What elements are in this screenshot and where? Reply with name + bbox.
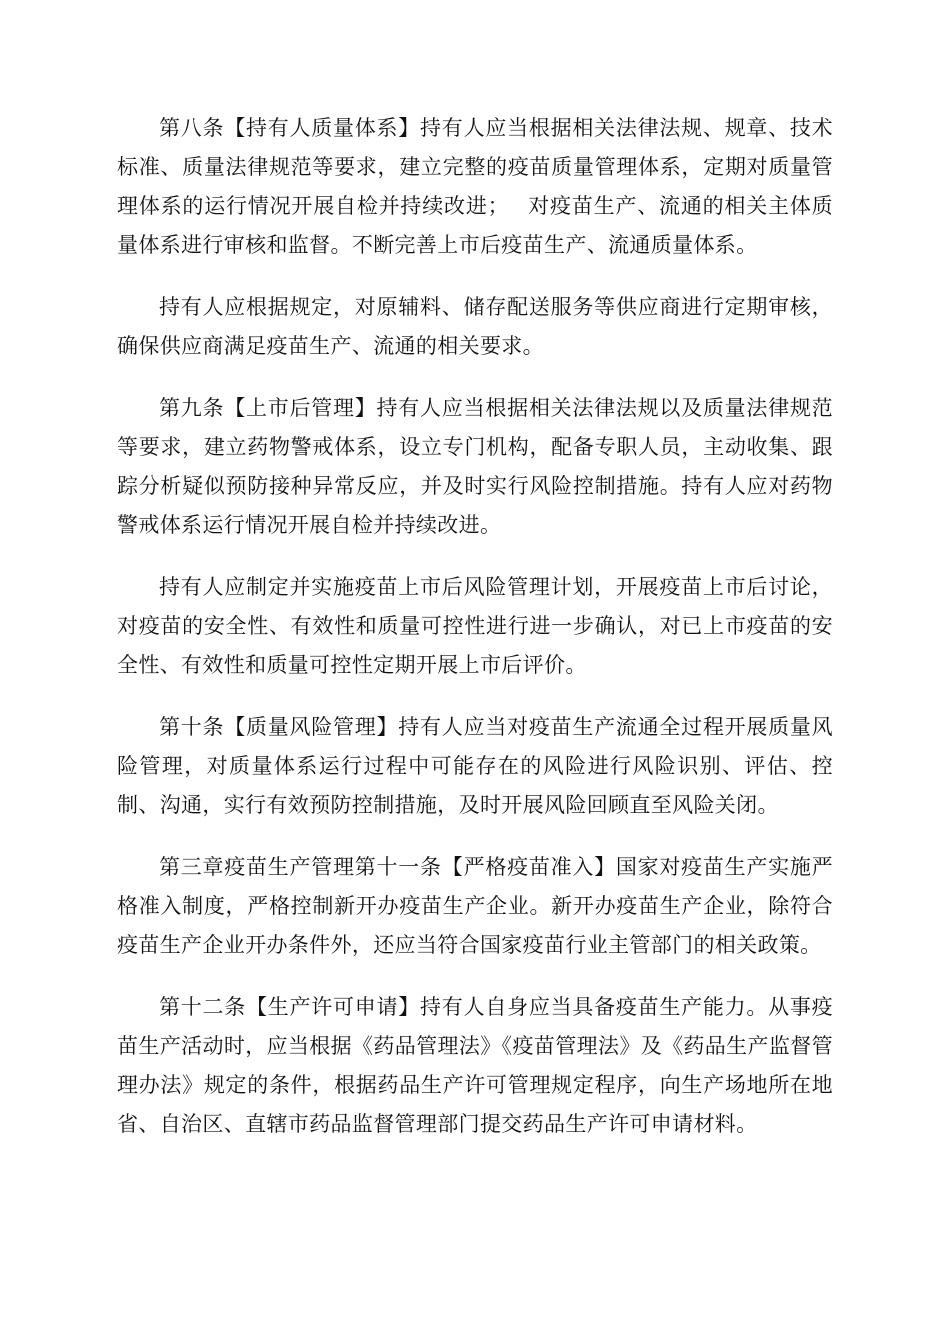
paragraph-article-8: 第八条【持有人质量体系】持有人应当根据相关法律法规、规章、技术标准、质量法律规范等要求，建立完整的疫苗质量管理体系，定期对质量管理体系的运行情况开展自检并持续改进； 对疫苗生产、流通的相关主体质量体系进行审核和监督。不断完善上市后疫苗生产、流通质量体系。	[117, 116, 833, 257]
document-body	[117, 109, 833, 1167]
paragraph-article-9: 第九条【上市后管理】持有人应当根据相关法律法规以及质量法律规范等要求，建立药物警戒体系，设立专门机构，配备专职人员，主动收集、跟踪分析疑似预防接种异常反应，并及时实行风险控制措施。持有人应对药物警戒体系运行情况开展自检并持续改进。	[117, 396, 833, 537]
paragraph-article-12: 第十二条【生产许可申请】持有人自身应当具备疫苗生产能力。从事疫苗生产活动时，应当根据《药品管理法》《疫苗管理法》及《药品生产监督管理办法》规定的条件，根据药品生产许可管理规定程序，向生产场地所在地省、自治区、直辖市药品监督管理部门提交药品生产许可申请材料。	[117, 995, 833, 1136]
paragraph-article-10: 第十条【质量风险管理】持有人应当对疫苗生产流通全过程开展质量风险管理，对质量体系运行过程中可能存在的风险进行风险识别、评估、控制、沟通，实行有效预防控制措施，及时开展风险回顾直至风险关闭。	[117, 715, 833, 817]
paragraph-article-11: 第三章疫苗生产管理第十一条【严格疫苗准入】国家对疫苗生产实施严格准入制度，严格控制新开办疫苗生产企业。新开办疫苗生产企业，除符合疫苗生产企业开办条件外，还应当符合国家疫苗行业主管部门的相关政策。	[117, 855, 833, 957]
paragraph-risk-plan: 持有人应制定并实施疫苗上市后风险管理计划，开展疫苗上市后讨论，对疫苗的安全性、有效性和质量可控性进行进一步确认，对已上市疫苗的安全性、有效性和质量可控性定期开展上市后评价。	[117, 575, 833, 677]
paragraph-supplier-audit: 持有人应根据规定，对原辅料、储存配送服务等供应商进行定期审核，确保供应商满足疫苗生产、流通的相关要求。	[117, 295, 833, 358]
